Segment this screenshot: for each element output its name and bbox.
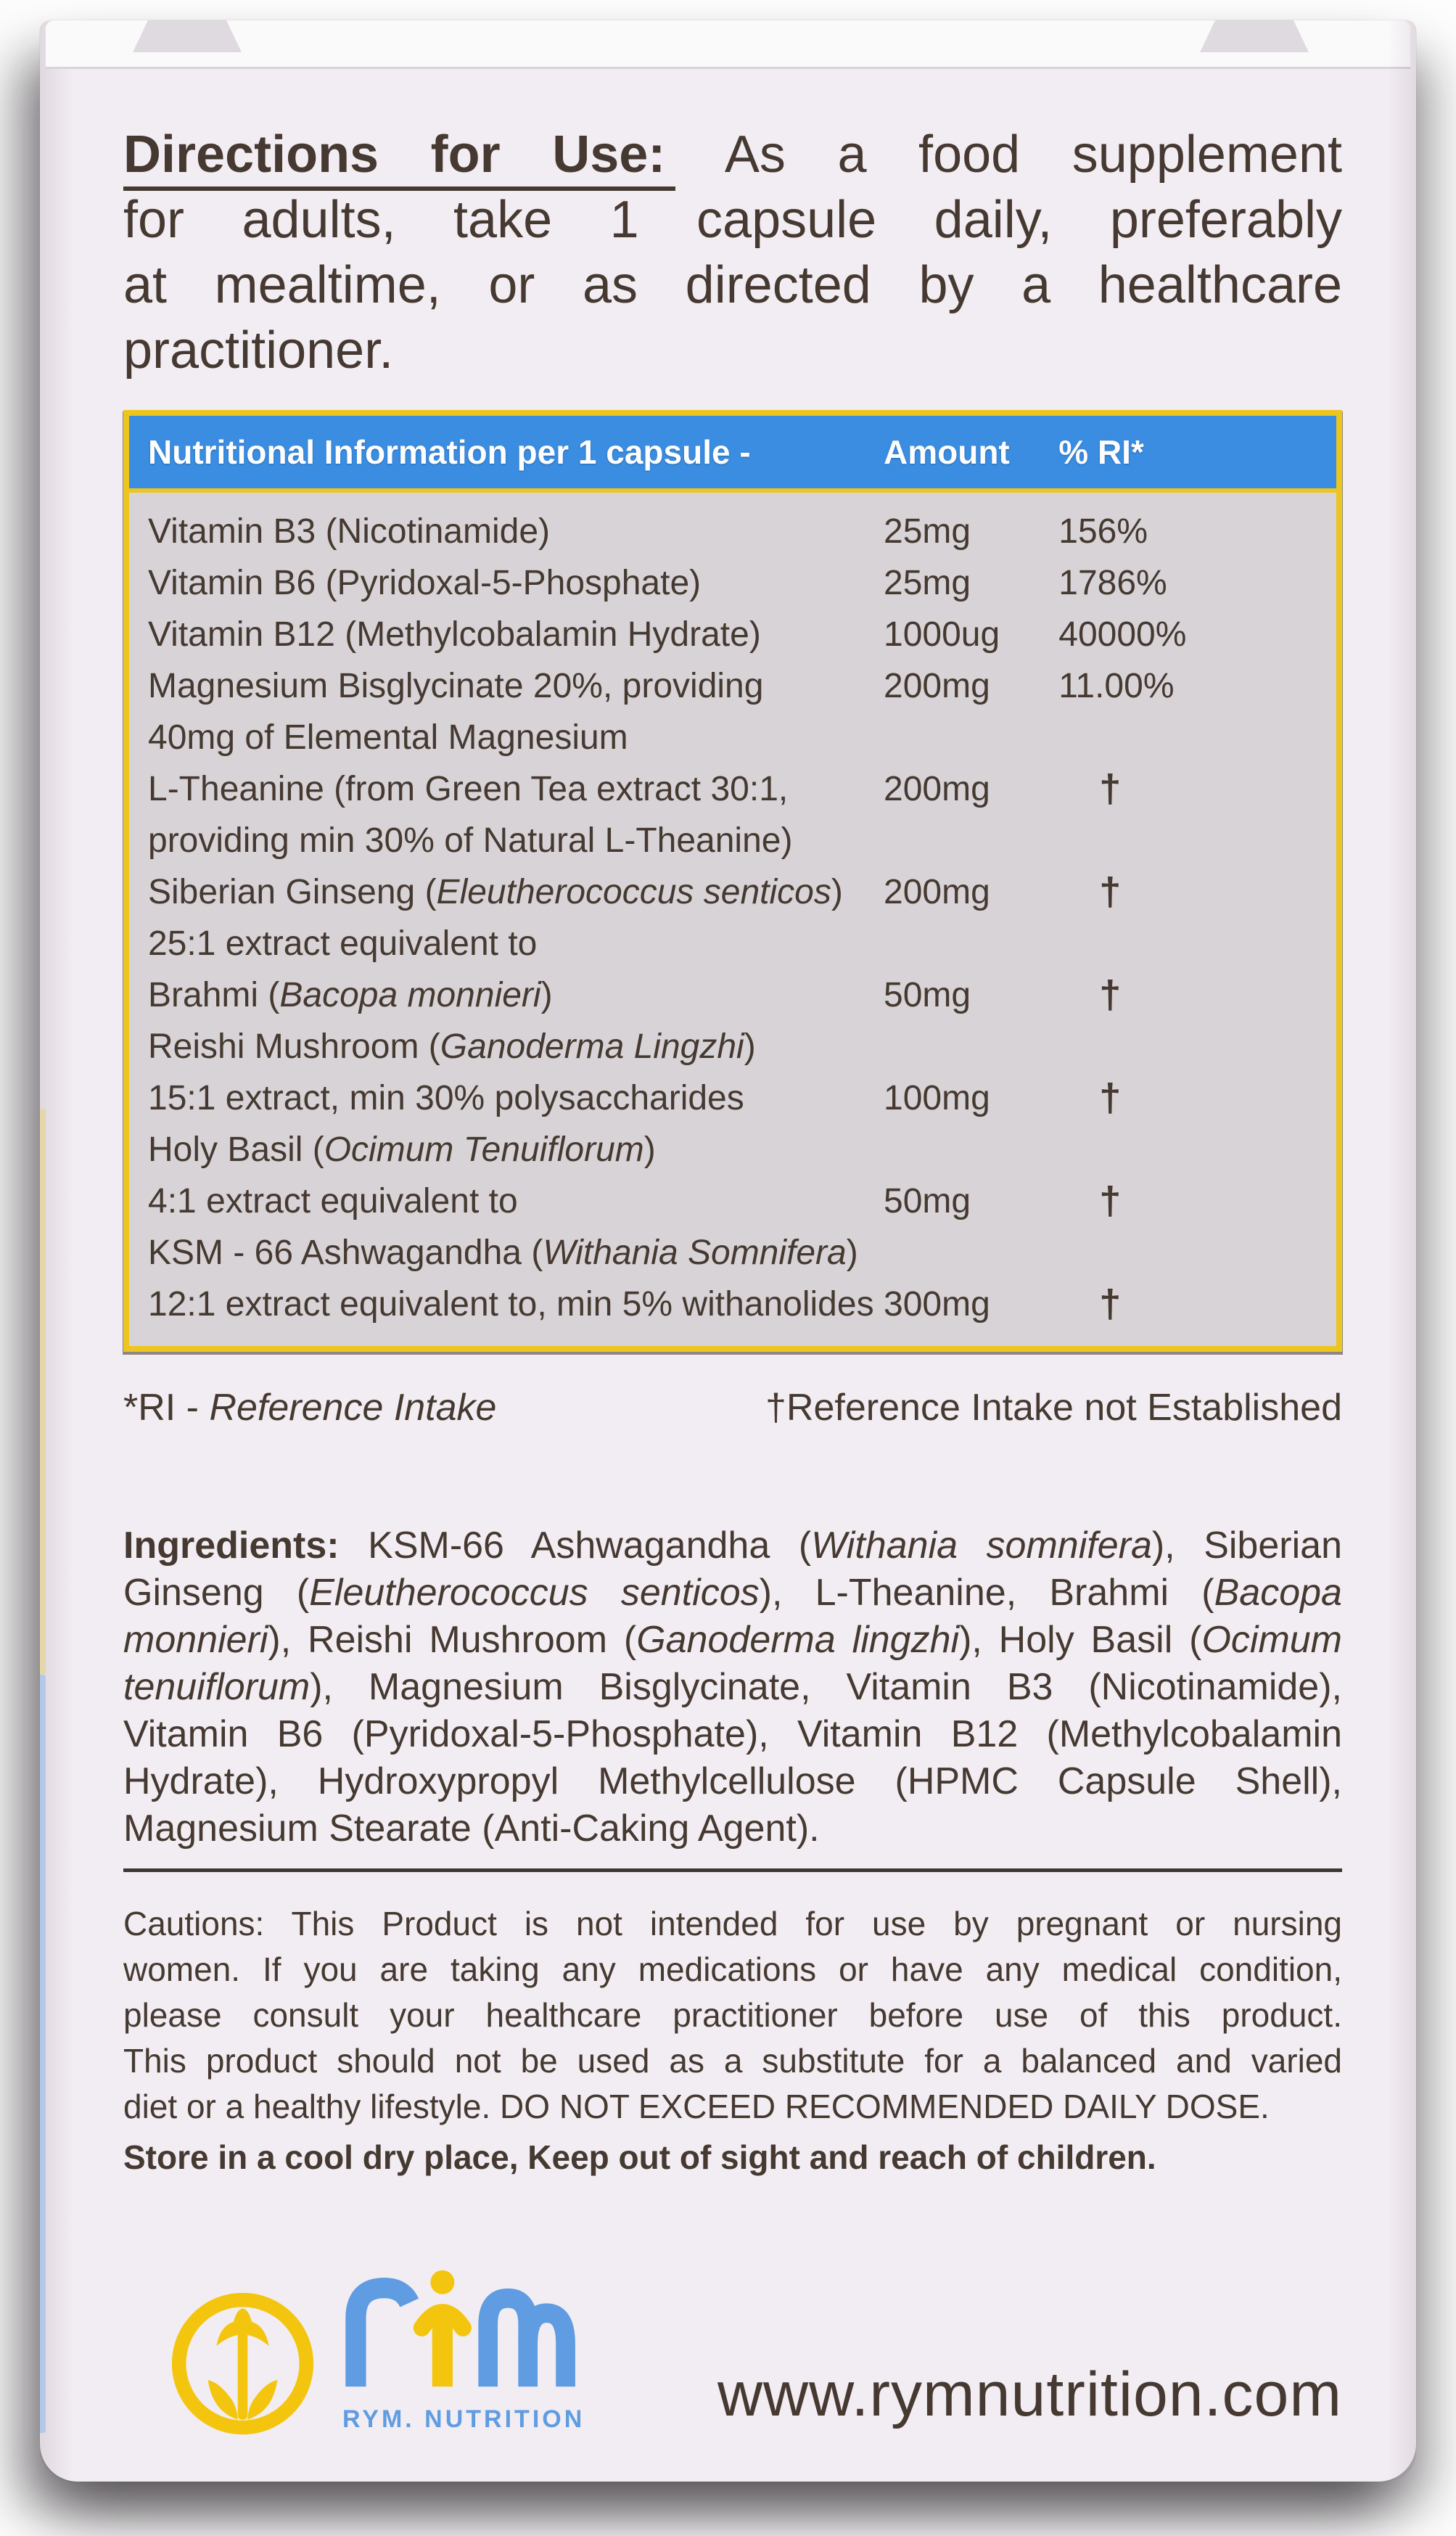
text-line: practitioner. [123,321,394,379]
nutrient-ri: † [1099,767,1122,811]
text-line: Ingredients: KSM-66 Ashwagandha (Withania somnifera), Siberian [123,1525,1342,1567]
divider-line [123,1868,1342,1872]
nutrient-ri: † [1099,1076,1122,1120]
nutrient-name: Holy Basil (Ocimum Tenuiflorum) [148,1130,656,1169]
nutrient-name: Vitamin B12 (Methylcobalamin Hydrate) [148,615,761,654]
nutrient-name: 15:1 extract, min 30% polysaccharides [148,1079,744,1117]
col-header-amount: Amount [884,433,1010,471]
box-flap [46,20,1410,69]
text-line: diet or a healthy lifestyle. DO NOT EXCEED RECOMMENDED DAILY DOSE. [123,2088,1270,2125]
text-line: Directions for Use: As a food supplement [123,122,1342,187]
flap-notch-left [133,20,242,52]
text-line: women. If you are taking any medications or have any medical condition, [123,1950,1342,1988]
left-edge-print-yellow [40,1109,46,1675]
nutrient-ri: † [1099,973,1122,1017]
table-row [129,609,1336,660]
col-header-ri: % RI* [1058,433,1144,471]
footnote-dagger: †Reference Intake not Established [765,1387,1342,1429]
tree-logo-icon [168,2289,317,2438]
nutrient-amount: 300mg [884,1285,990,1324]
table-footnotes [123,1386,1342,1429]
nutrient-ri: † [1099,870,1122,914]
text-line: Vitamin B6 (Pyridoxal-5-Phosphate), Vitamin B12 (Methylcobalamin [123,1713,1342,1755]
nutrient-ri: 1786% [1058,564,1167,602]
flap-notch-right [1200,20,1309,52]
nutrient-amount: 200mg [884,770,990,808]
nutrient-amount: 25mg [884,512,971,551]
nutrient-name: Reishi Mushroom (Ganoderma Lingzhi) [148,1027,756,1066]
supplement-box [40,20,1416,2482]
nutrient-name: 4:1 extract equivalent to [148,1182,518,1220]
directions-section [123,122,1342,383]
nutrient-name: providing min 30% of Natural L-Theanine) [148,821,793,860]
table-row [129,1175,1336,1227]
nutrient-amount: 1000ug [884,615,1000,654]
brand-name: RYM. NUTRITION [342,2405,585,2433]
left-edge-print-blue [40,1675,46,2433]
nutrient-name: 12:1 extract equivalent to, min 5% withanolides [148,1285,874,1324]
nutrient-name: Magnesium Bisglycinate 20%, providing [148,667,764,705]
text-line: Hydrate), Hydroxypropyl Methylcellulose (HPMC Capsule Shell), [123,1760,1342,1802]
nutrient-ri: 156% [1058,512,1148,551]
table-row [129,1124,1336,1175]
table-row [129,866,1336,918]
nutrient-name: Vitamin B6 (Pyridoxal-5-Phosphate) [148,564,702,602]
text-line: monnieri), Reishi Mushroom (Ganoderma lingzhi), Holy Basil (Ocimum [123,1619,1342,1661]
nutrient-name: 25:1 extract equivalent to [148,924,538,963]
nutrient-ri: 40000% [1058,615,1187,654]
nutrient-name: Siberian Ginseng (Eleutherococcus senticos) [148,873,843,911]
storage-instruction: Store in a cool dry place, Keep out of sight and reach of children. [123,2138,1156,2176]
website-url: www.rymnutrition.com [717,2360,1342,2429]
nutrient-name: KSM - 66 Ashwagandha (Withania Somnifera) [148,1234,858,1272]
table-row [129,969,1336,1021]
nutrient-name: L-Theanine (from Green Tea extract 30:1, [148,770,789,808]
nutrient-amount: 200mg [884,873,990,911]
text-line: Magnesium Stearate (Anti-Caking Agent). [123,1807,820,1850]
cautions-section [123,1901,1342,2130]
text-line: Ginseng (Eleutherococcus senticos), L-Theanine, Brahmi (Bacopa [123,1572,1342,1614]
text-line: at mealtime, or as directed by a healthcare [123,256,1342,314]
table-body [129,493,1336,1346]
footnote-reference-intake: *RI - Reference Intake [123,1387,497,1429]
nutrient-ri: † [1099,1282,1122,1326]
col-header-name: Nutritional Information per 1 capsule - [148,433,751,471]
table-row [129,557,1336,609]
nutrient-name: Vitamin B3 (Nicotinamide) [148,512,550,551]
table-row [129,1072,1336,1124]
text-line: tenuiflorum), Magnesium Bisglycinate, Vitamin B3 (Nicotinamide), [123,1666,1342,1708]
text-line: for adults, take 1 capsule daily, preferably [123,191,1342,249]
text-line: This product should not be used as a substitute for a balanced and varied [123,2042,1342,2080]
table-row [129,918,1336,969]
nutrient-amount: 100mg [884,1079,990,1117]
nutrient-ri: † [1099,1179,1122,1223]
table-row [129,712,1336,763]
table-row [129,1021,1336,1072]
text-line: Cautions: This Product is not intended for use by pregnant or nursing [123,1905,1342,1942]
nutrient-name: Brahmi (Bacopa monnieri) [148,976,553,1014]
nutrient-amount: 25mg [884,564,971,602]
rym-wordmark-icon [341,2259,580,2400]
text-line: please consult your healthcare practitioner before use of this product. [123,1996,1342,2034]
nutrient-amount: 50mg [884,1182,971,1220]
table-row [129,763,1336,815]
table-row [129,815,1336,866]
table-row [129,660,1336,712]
nutrition-table [123,410,1342,1352]
footer-brand-area [123,2252,1342,2455]
nutrient-amount: 200mg [884,667,990,705]
table-row [129,506,1336,557]
table-header [129,416,1336,493]
table-row [129,1227,1336,1279]
table-row [129,1279,1336,1330]
nutrient-amount: 50mg [884,976,971,1014]
ingredients-section [123,1522,1342,1852]
nutrient-ri: 11.00% [1058,667,1175,705]
nutrient-name: 40mg of Elemental Magnesium [148,718,628,757]
